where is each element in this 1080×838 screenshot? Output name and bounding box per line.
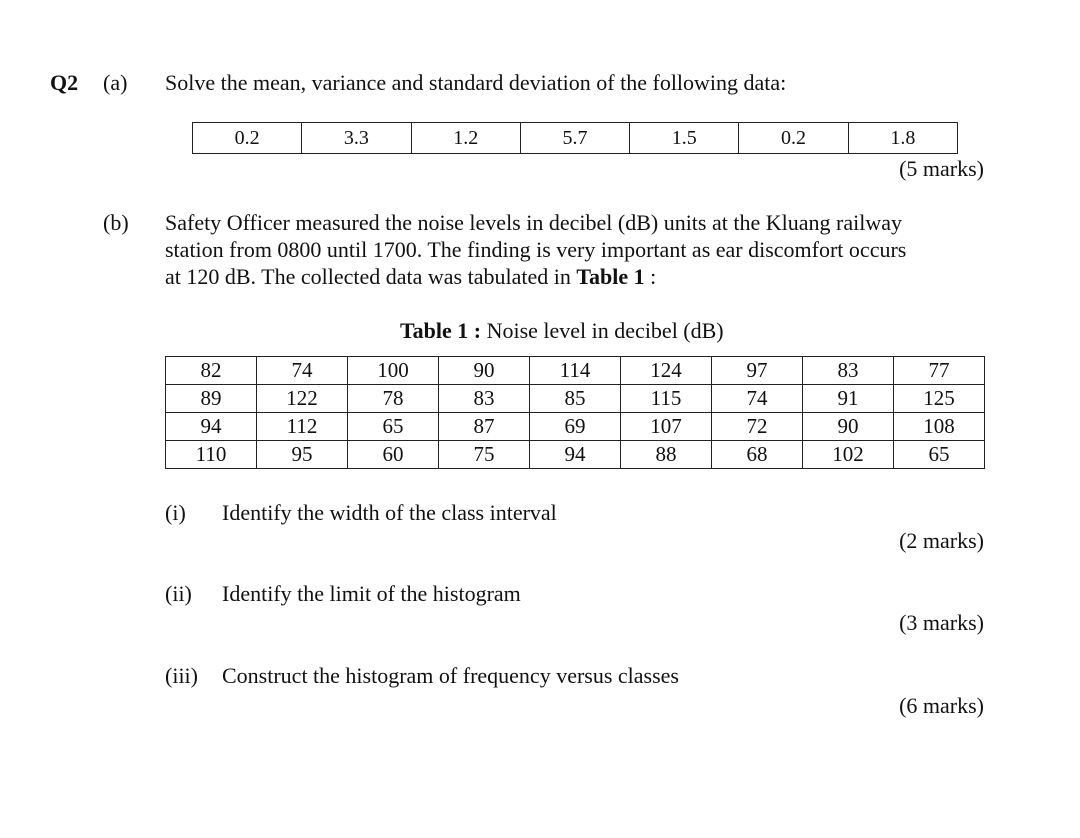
table-row: [166, 357, 985, 385]
table-cell: 74: [712, 385, 803, 413]
table-cell: 94: [166, 413, 257, 441]
table-cell: 82: [166, 357, 257, 385]
table-cell: 100: [348, 357, 439, 385]
table-cell: 60: [348, 441, 439, 469]
table-cell: 122: [257, 385, 348, 413]
paragraph-line-text: at 120 dB. The collected data was tabulated in: [165, 264, 577, 289]
sub-question-marks: (2 marks): [899, 528, 984, 553]
part-b-label: (b): [103, 210, 129, 235]
table-cell: 124: [621, 357, 712, 385]
data-cell: 0.2: [739, 123, 848, 154]
table-cell: 83: [803, 357, 894, 385]
table-cell: 69: [530, 413, 621, 441]
question-number: Q2: [50, 70, 79, 95]
table-cell: 68: [712, 441, 803, 469]
table-row: [166, 441, 985, 469]
table-cell: 107: [621, 413, 712, 441]
sub-question-label: (iii): [165, 663, 198, 688]
table-caption-text: Noise level in decibel (dB): [481, 318, 724, 343]
table-cell: 95: [257, 441, 348, 469]
part-a-data-table: [192, 122, 958, 154]
table-cell: 83: [439, 385, 530, 413]
table-cell: 114: [530, 357, 621, 385]
table-cell: 72: [712, 413, 803, 441]
table-row: [166, 385, 985, 413]
table-cell: 65: [348, 413, 439, 441]
table-cell: 91: [803, 385, 894, 413]
table-cell: 77: [894, 357, 985, 385]
table-caption: [400, 317, 724, 345]
part-a-marks: (5 marks): [899, 156, 984, 181]
data-cell: 3.3: [302, 123, 411, 154]
data-cell: 1.2: [411, 123, 520, 154]
sub-question-marks: (3 marks): [899, 610, 984, 635]
table-cell: 102: [803, 441, 894, 469]
paragraph-line: [165, 263, 985, 290]
table-reference-suffix: :: [644, 264, 657, 289]
data-cell: 5.7: [520, 123, 629, 154]
table-cell: 85: [530, 385, 621, 413]
table-cell: 74: [257, 357, 348, 385]
paragraph-line: station from 0800 until 1700. The finding is very important as ear discomfort occurs: [165, 237, 907, 262]
table-cell: 89: [166, 385, 257, 413]
sub-question-label: (i): [165, 500, 186, 525]
table-cell: 88: [621, 441, 712, 469]
sub-question-text: Identify the limit of the histogram: [222, 581, 521, 606]
part-a-question-text: Solve the mean, variance and standard deviation of the following data:: [165, 70, 787, 95]
table-cell: 87: [439, 413, 530, 441]
data-cell: 1.5: [630, 123, 739, 154]
table-row: [193, 123, 958, 154]
part-b-paragraph: [165, 209, 985, 290]
table-cell: 125: [894, 385, 985, 413]
sub-question-label: (ii): [165, 581, 192, 606]
sub-question-text: Identify the width of the class interval: [222, 500, 557, 525]
table-cell: 78: [348, 385, 439, 413]
paragraph-line: Safety Officer measured the noise levels in decibel (dB) units at the Kluang railway: [165, 210, 902, 235]
sub-question-text: Construct the histogram of frequency versus classes: [222, 663, 679, 688]
table-cell: 115: [621, 385, 712, 413]
table-cell: 108: [894, 413, 985, 441]
table-cell: 75: [439, 441, 530, 469]
table-cell: 112: [257, 413, 348, 441]
table-cell: 90: [803, 413, 894, 441]
data-cell: 1.8: [848, 123, 957, 154]
table-cell: 94: [530, 441, 621, 469]
table-caption-label: Table 1 :: [400, 318, 482, 343]
noise-level-table: [165, 356, 985, 469]
table-cell: 90: [439, 357, 530, 385]
table-row: [166, 413, 985, 441]
table-reference: Table 1: [576, 264, 645, 289]
sub-question-marks: (6 marks): [899, 693, 984, 718]
table-cell: 65: [894, 441, 985, 469]
data-cell: 0.2: [193, 123, 302, 154]
part-a-label: (a): [103, 70, 128, 95]
table-cell: 97: [712, 357, 803, 385]
table-cell: 110: [166, 441, 257, 469]
